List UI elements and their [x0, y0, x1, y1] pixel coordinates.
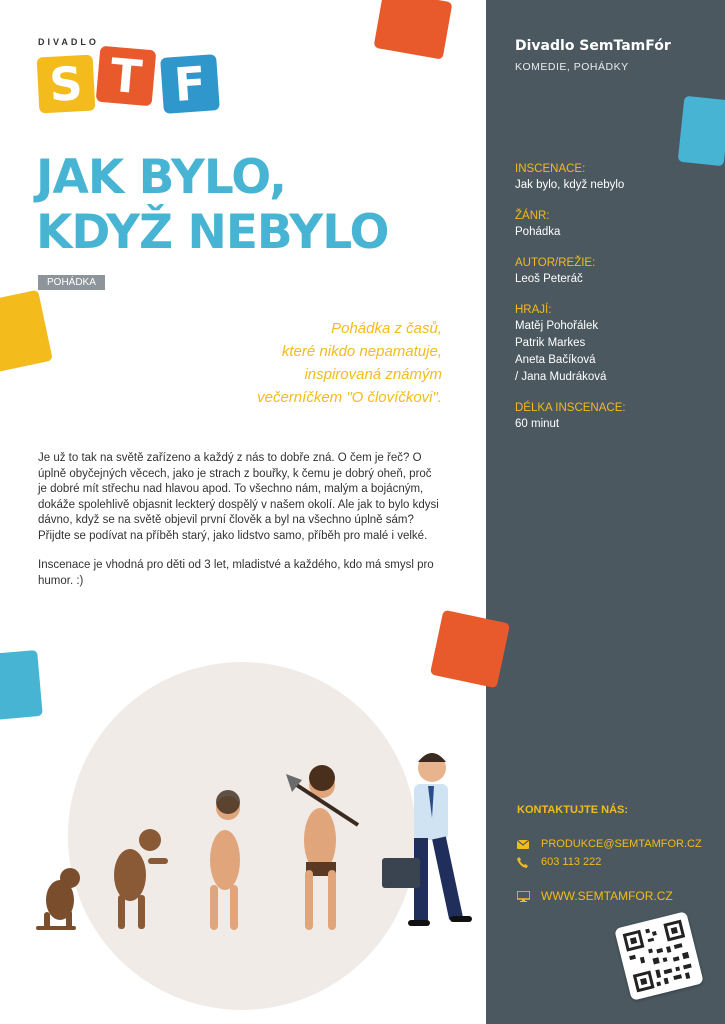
genre-tag: POHÁDKA [38, 275, 105, 290]
contact-email[interactable] [517, 838, 702, 850]
show-info [515, 161, 695, 433]
info-value-production: Jak bylo, když nebylo [515, 179, 625, 191]
tagline-quote [220, 317, 442, 409]
page-title [36, 150, 466, 260]
info-value-author: Leoš Peteráč [515, 273, 583, 285]
web-link[interactable]: WWW.SEMTAMFOR.CZ [541, 889, 673, 903]
decor-square-orange-top [373, 0, 452, 60]
contact-web[interactable] [517, 889, 673, 903]
description-paragraph: Je už to tak na světě zařízeno a každý z nás to dobře zná. O čem je řeč? O úplně obyčejných věcech, jako je strach z bouřky, k čemu je dobrý oheň, proč je dobré mít střechu nad hlavou apod. To všechno nám, malým a bojácným, dokáže spolehlivě objasnit leckterý dospělý v našem okolí. Ale jak to bylo kdysi dávno, když se na světě objevil první člověk a byl na všechno úplně sám? Přijdte se podívat na příběh starý, jako lidstvo samo, příběh pro malé i velké. [38, 452, 439, 542]
theatre-genres: KOMEDIE, POHÁDKY [515, 61, 629, 73]
figure-monkey [36, 868, 80, 930]
evolution-illustration [30, 740, 480, 940]
info-label-duration: DÉLKA INSCENACE: [515, 402, 626, 414]
info-label-cast: HRAJÍ: [515, 304, 552, 316]
figure-businessman [382, 753, 472, 926]
contact-phone[interactable] [517, 856, 601, 868]
figure-ape [114, 829, 168, 929]
logo-tile-f: F [160, 54, 220, 114]
quote-line: večerníčkem "O človíčkovi". [257, 389, 442, 406]
email-link[interactable]: PRODUKCE@SEMTAMFOR.CZ [541, 838, 702, 850]
quote-line: Pohádka z časů, [331, 320, 442, 337]
monitor-icon [517, 891, 531, 902]
logo-tile-s: S [37, 55, 96, 114]
quote-line: které nikdo nepamatuje, [281, 343, 442, 360]
info-value-cast: Aneta Bačíková [515, 354, 596, 366]
info-value-genre: Pohádka [515, 226, 561, 238]
email-icon [517, 840, 531, 849]
info-label-production: INSCENACE: [515, 163, 586, 175]
info-value-cast: Patrik Markes [515, 337, 586, 349]
decor-square-orange-mid [430, 610, 510, 689]
figure-early-human [210, 790, 240, 930]
info-value-cast: Matěj Pohořálek [515, 320, 599, 332]
description [38, 451, 442, 603]
decor-square-blue-right [678, 96, 725, 166]
description-paragraph: Inscenace je vhodná pro děti od 3 let, mladistvé a každého, kdo má smysl pro humor. :) [38, 559, 434, 587]
decor-square-blue-left [0, 650, 43, 720]
logo-caption: DIVADLO [38, 37, 99, 47]
contact-heading: KONTAKTUJTE NÁS: [517, 804, 629, 816]
phone-number[interactable]: 603 113 222 [541, 856, 602, 868]
decor-square-yellow-left [0, 290, 53, 372]
title-line-2: KDYŽ NEBYLO [36, 205, 389, 260]
info-value-duration: 60 minut [515, 418, 560, 430]
info-label-author: AUTOR/REŽIE: [515, 257, 596, 269]
theatre-name: Divadlo SemTamFór [515, 38, 671, 54]
title-line-1: JAK BYLO, [36, 150, 286, 205]
figure-caveman [286, 765, 358, 930]
info-value-cast: / Jana Mudráková [515, 371, 607, 383]
info-label-genre: ŽÁNR: [515, 210, 550, 222]
quote-line: inspirovaná známým [304, 366, 442, 383]
logo-tile-t: T [96, 46, 157, 107]
phone-icon [517, 857, 531, 868]
